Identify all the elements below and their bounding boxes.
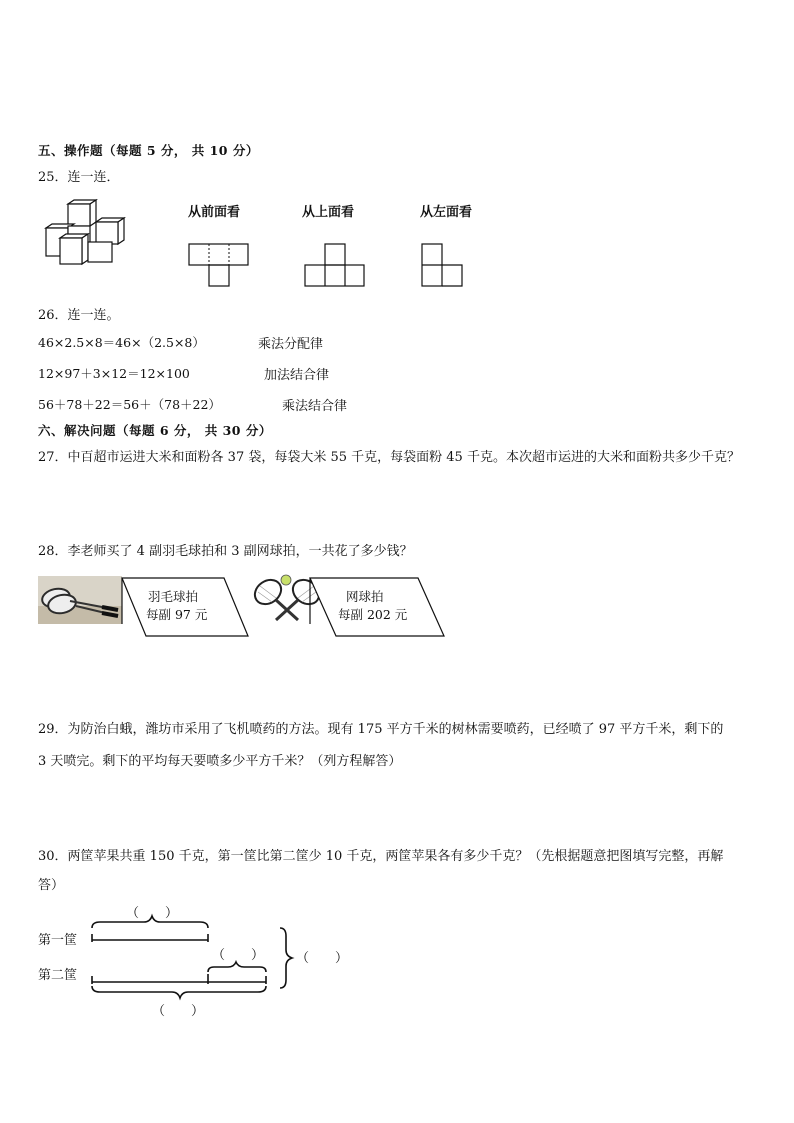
question-27: 27．中百超市运进大米和面粉各 37 袋，每袋大米 55 千克，每袋面粉 45 千克。本次超市运进的大米和面粉共多少千克？	[38, 450, 740, 465]
blank-difference: （ ）	[212, 948, 265, 963]
blank-basket-1: （ ）	[126, 906, 179, 921]
blank-total: （ ）	[296, 951, 349, 966]
badminton-name: 羽毛球拍	[148, 589, 199, 604]
section-5-title: 五、操作题（每题 5 分， 共 10 分）	[38, 143, 259, 158]
question-25: 25．连一连．	[38, 170, 120, 185]
view-top-label: 从上面看	[302, 205, 355, 220]
cube-stack-figure	[40, 198, 130, 268]
tennis-price: 每副 202 元	[338, 607, 408, 622]
section-6-title: 六、解决问题（每题 6 分， 共 30 分）	[38, 423, 272, 438]
tennis-name: 网球拍	[346, 589, 384, 604]
equation-2: 12×97＋3×12＝12×100	[38, 366, 190, 381]
view-front-label: 从前面看	[188, 205, 241, 220]
basket-2-label: 第二筐	[38, 968, 78, 983]
view-left-label: 从左面看	[420, 205, 473, 220]
law-2: 加法结合律	[264, 368, 330, 383]
question-30-line1: 30．两筐苹果共重 150 千克，第一筐比第二筐少 10 千克，两筐苹果各有多少千克？（先根据题意把图填写完整，再解	[38, 849, 724, 864]
question-30-line2: 答）	[38, 878, 65, 893]
view-top-shape	[304, 243, 366, 287]
equation-1: 46×2.5×8＝46×（2.5×8）	[38, 335, 205, 350]
question-28: 28．李老师买了 4 副羽毛球拍和 3 副网球拍，一共花了多少钱？	[38, 544, 413, 559]
question-29-line2: 3 天喷完。剩下的平均每天要喷多少平方千米？（列方程解答）	[38, 754, 402, 769]
badminton-price: 每副 97 元	[146, 607, 208, 622]
law-3: 乘法结合律	[282, 399, 348, 414]
question-26: 26．连一连。	[38, 308, 120, 323]
law-1: 乘法分配律	[258, 337, 324, 352]
basket-1-label: 第一筐	[38, 933, 78, 948]
view-front-shape	[188, 243, 250, 287]
question-29-line1: 29．为防治白蛾，潍坊市采用了飞机喷药的方法。现有 175 平方千米的树林需要喷药，已经喷了 97 平方千米，剩下的	[38, 722, 724, 737]
badminton-rackets-image	[38, 576, 122, 624]
equation-3: 56＋78＋22＝56＋（78＋22）	[38, 397, 221, 412]
blank-basket-2: （ ）	[152, 1004, 205, 1019]
view-left-shape	[421, 243, 465, 287]
segment-diagram	[86, 912, 296, 1004]
